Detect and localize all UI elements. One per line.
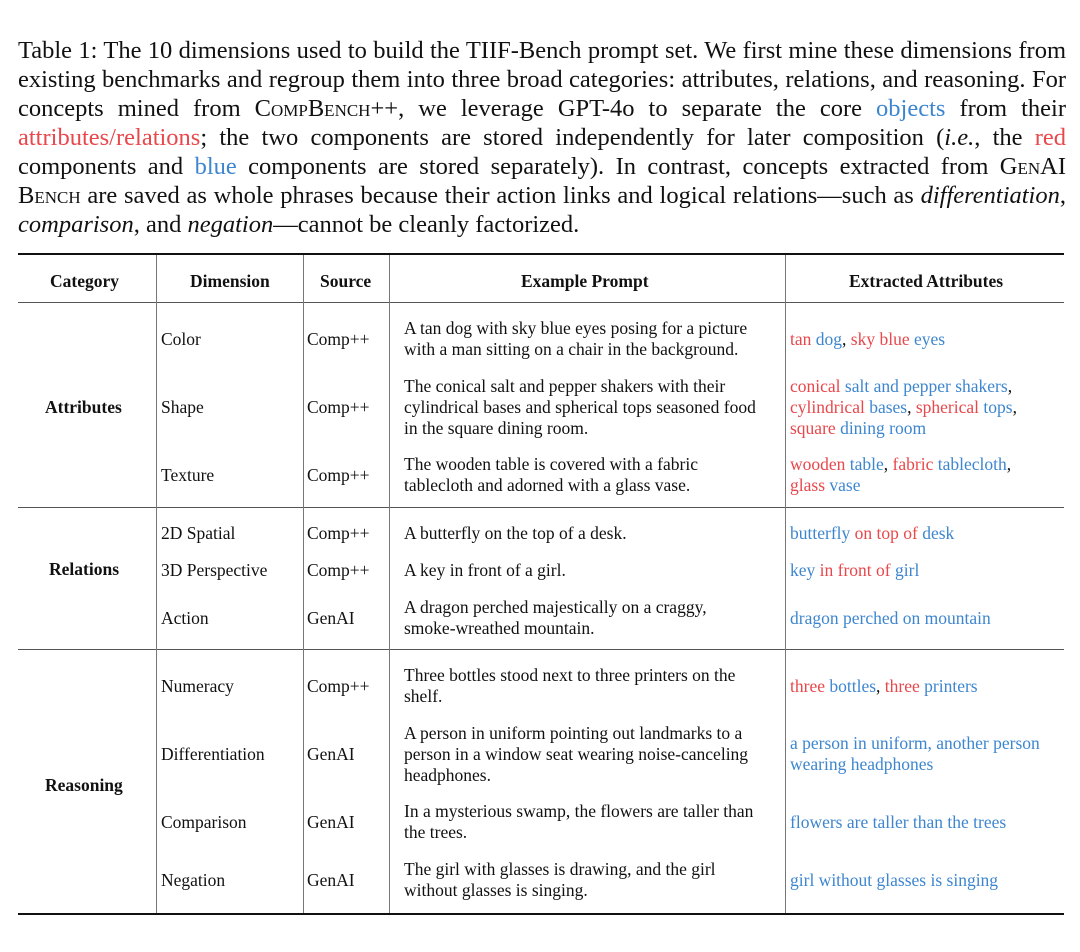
extracted-attributes-line: [790, 454, 1011, 475]
example-prompt-line: The conical salt and pepper shakers with their: [404, 375, 726, 396]
dimension-cell: 2D Spatial: [161, 523, 236, 543]
dimension-cell: Comparison: [161, 812, 247, 832]
object-token: flowers are taller than the trees: [790, 811, 1007, 832]
object-token: a person in uniform, another person: [790, 733, 1040, 753]
caption-objects: objects: [876, 95, 946, 122]
dimensions-table: [18, 253, 1064, 915]
object-token: girl without glasses is singing: [790, 869, 999, 890]
extracted-attributes-line: [790, 397, 1017, 418]
caption-text: ; the two components are stored independently for later composition (: [200, 124, 945, 151]
attribute-token: sky blue: [850, 328, 910, 349]
example-prompt-line: headphones.: [404, 764, 491, 785]
separator-token: ,: [876, 675, 885, 696]
example-prompt-line: the trees.: [404, 822, 468, 842]
extracted-attributes-line: [790, 608, 991, 629]
attribute-token: in front of: [815, 559, 891, 580]
example-prompt-line: A dragon perched majestically on a craggy,: [404, 597, 707, 617]
header-extracted-attributes: Extracted Attributes: [849, 271, 1004, 291]
source-cell: Comp++: [307, 465, 370, 485]
caption-attributes-relations: attributes/relations: [18, 124, 201, 151]
extracted-attributes-line: [790, 329, 945, 350]
extracted-attributes-line: [790, 812, 1006, 833]
example-prompt-line: In a mysterious swamp, the flowers are taller than: [404, 801, 754, 821]
attribute-token: three: [884, 675, 920, 696]
object-token: salt and pepper shakers: [840, 375, 1008, 396]
object-token: dragon perched on mountain: [790, 607, 991, 628]
object-token: dog: [811, 328, 843, 349]
caption-text: from their: [945, 95, 1067, 122]
example-prompt-line: in the square dining room.: [404, 417, 589, 438]
caption-compbench: CompBench++: [254, 95, 399, 122]
caption-text: , we leverage GPT-4o to separate the core: [398, 95, 877, 122]
header-category: Category: [50, 271, 120, 291]
extracted-attributes-line: [790, 870, 998, 891]
caption-text: , the: [974, 124, 1035, 151]
dimension-cell: Shape: [161, 397, 204, 417]
attribute-token: square: [790, 417, 836, 438]
extracted-attributes-line: [790, 475, 860, 496]
caption-text: , and: [133, 211, 188, 238]
dimension-cell: Texture: [161, 465, 215, 485]
example-prompt-line: smoke-wreathed mountain.: [404, 618, 595, 638]
object-token: table: [845, 454, 884, 474]
object-token: key: [790, 559, 816, 580]
source-cell: Comp++: [307, 523, 370, 543]
separator-token: ,: [1012, 396, 1017, 417]
group-rule: [18, 507, 1064, 508]
object-token: eyes: [909, 328, 946, 349]
caption-text: ,: [1059, 182, 1066, 209]
object-token: dining room: [835, 417, 927, 438]
example-prompt-line: cylindrical bases and spherical tops seasoned food: [404, 396, 756, 417]
example-prompt-line: The girl with glasses is drawing, and the girl: [404, 859, 716, 879]
object-token: bottles: [824, 675, 877, 696]
dimension-cell: 3D Perspective: [161, 560, 268, 580]
example-prompt-line: tablecloth and adorned with a glass vase.: [404, 475, 691, 495]
caption-comparison: comparison: [18, 211, 134, 238]
header-dimension: Dimension: [190, 271, 270, 291]
object-token: printers: [919, 675, 978, 696]
attribute-token: tan: [790, 328, 812, 349]
source-cell: GenAI: [307, 812, 355, 832]
column-rule: [389, 255, 390, 913]
dimension-cell: Numeracy: [161, 676, 234, 696]
object-token: butterfly: [790, 522, 851, 543]
attribute-token: spherical: [915, 396, 980, 417]
caption-genai-bench: GenAI Bench: [18, 153, 1066, 209]
separator-token: ,: [883, 454, 893, 474]
attribute-token: glass: [790, 475, 825, 495]
header-example-prompt: Example Prompt: [521, 271, 649, 291]
dimension-cell: Negation: [161, 870, 226, 890]
extracted-attributes-line: [790, 560, 919, 581]
extracted-attributes-line: [790, 754, 933, 775]
caption-ie: i.e.: [944, 124, 975, 151]
dimension-cell: Differentiation: [161, 744, 265, 764]
caption-blue: blue: [194, 153, 237, 180]
extracted-attributes-line: [790, 523, 954, 544]
example-prompt-line: with a man sitting on a chair in the background.: [404, 339, 739, 359]
source-cell: Comp++: [307, 676, 370, 696]
extracted-attributes-line: [790, 418, 926, 439]
example-prompt-line: The wooden table is covered with a fabric: [404, 454, 698, 474]
header-rule: [18, 302, 1064, 303]
attribute-token: conical: [790, 375, 841, 396]
caption-red: red: [1034, 124, 1067, 151]
attribute-token: on top of: [850, 522, 918, 543]
object-token: wearing headphones: [790, 754, 934, 774]
extracted-attributes-line: [790, 676, 978, 697]
dimension-cell: Color: [161, 329, 201, 349]
attribute-token: fabric: [892, 454, 934, 474]
category-relations: Relations: [49, 559, 119, 579]
source-cell: Comp++: [307, 397, 370, 417]
category-reasoning: Reasoning: [45, 775, 123, 795]
object-token: desk: [917, 522, 955, 543]
attribute-token: wooden: [790, 454, 846, 474]
source-cell: GenAI: [307, 608, 355, 628]
object-token: tablecloth: [933, 454, 1007, 474]
attribute-token: three: [790, 675, 825, 696]
example-prompt-line: without glasses is singing.: [404, 880, 588, 900]
caption-negation: negation: [187, 211, 274, 238]
source-cell: GenAI: [307, 870, 355, 890]
column-rule: [303, 255, 304, 913]
caption-differentiation: differentiation: [920, 182, 1060, 209]
separator-token: ,: [907, 396, 916, 417]
example-prompt-line: shelf.: [404, 686, 443, 706]
object-token: tops: [979, 396, 1013, 417]
caption-text: components and: [18, 153, 195, 180]
caption-text: are saved as whole phrases because their action links and logical relations—such as: [80, 182, 921, 209]
column-rule: [785, 255, 786, 913]
example-prompt-line: person in a window seat wearing noise-canceling: [404, 743, 749, 764]
separator-token: ,: [1007, 375, 1013, 396]
example-prompt-line: A person in uniform pointing out landmarks to a: [404, 722, 743, 743]
example-prompt-line: A butterfly on the top of a desk.: [404, 522, 627, 543]
source-cell: Comp++: [307, 329, 370, 349]
dimension-cell: Action: [161, 608, 209, 628]
group-rule: [18, 649, 1064, 650]
separator-token: ,: [842, 328, 851, 349]
separator-token: ,: [1006, 454, 1012, 474]
attribute-token: cylindrical: [790, 396, 865, 417]
source-cell: Comp++: [307, 560, 370, 580]
example-prompt-line: A tan dog with sky blue eyes posing for a picture: [404, 318, 748, 338]
object-token: bases: [864, 396, 908, 417]
extracted-attributes-line: [790, 733, 1040, 754]
caption-text: —cannot be cleanly factorized.: [273, 211, 580, 238]
category-attributes: Attributes: [45, 397, 122, 417]
object-token: girl: [890, 559, 920, 580]
caption-text: Table 1: The 10 dimensions used to build the TIIF-Bench prompt set. We first mine these dimensions from existing benchmarks and regroup them into three broad categories: attributes, relations, and reasoning. For concepts mined from: [18, 37, 1066, 122]
table-caption: [18, 36, 1066, 239]
source-cell: GenAI: [307, 744, 355, 764]
header-source: Source: [320, 271, 372, 291]
example-prompt-line: Three bottles stood next to three printers on the: [404, 665, 736, 685]
example-prompt-line: A key in front of a girl.: [404, 559, 566, 580]
column-rule: [156, 255, 157, 913]
object-token: vase: [825, 475, 861, 495]
extracted-attributes-line: [790, 376, 1012, 397]
caption-text: components are stored separately). In contrast, concepts extracted from: [236, 153, 1000, 180]
